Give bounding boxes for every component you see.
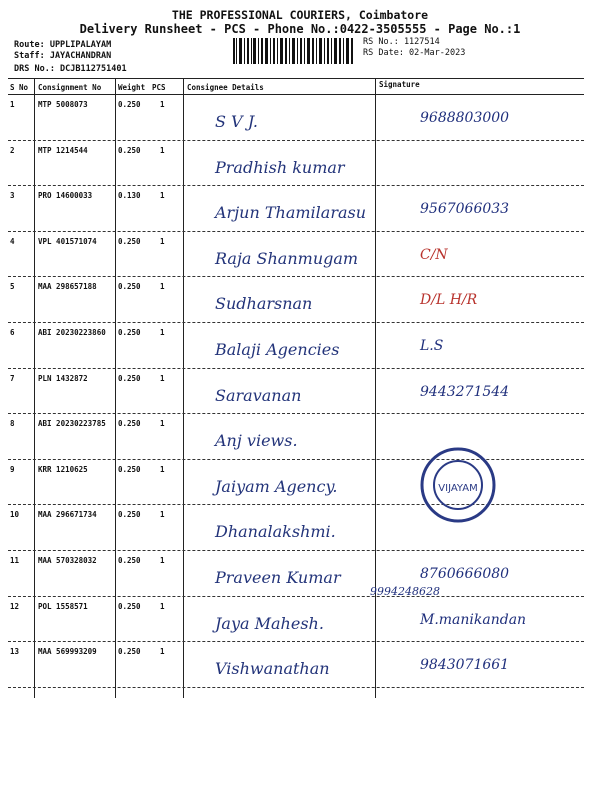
row-pcs: 1 (160, 601, 165, 611)
row-consignment-no: MTP 1214544 (38, 145, 88, 155)
row-consignee: Arjun Thamilarasu (215, 203, 367, 223)
row-signature: 9443271544 (420, 383, 510, 400)
row-pcs: 1 (160, 556, 165, 565)
row-separator (8, 550, 584, 551)
row-separator (8, 687, 584, 688)
row-sno: 11 (10, 556, 20, 565)
col-header-weight: Weight (118, 83, 146, 92)
row-consignment-no: MTP 5008073 (38, 100, 88, 109)
company-title: THE PROFESSIONAL COURIERS, Coimbatore (171, 8, 429, 22)
row-sno: 10 (10, 510, 20, 520)
row-weight: 0.250 (118, 601, 141, 611)
table-top-rule (8, 78, 584, 79)
row-consignment-no: MAA 569993209 (38, 647, 97, 657)
row-consignment-no: PLN 1432872 (38, 373, 88, 383)
row-consignment-no: PRO 14600033 (38, 191, 93, 201)
row-sno: 7 (10, 373, 15, 383)
row-consignment-no: KRR 1210625 (38, 464, 88, 474)
row-consignee: Raja Shanmugam (215, 248, 359, 268)
row-pcs: 1 (160, 510, 165, 520)
row-consignee: Vishwanathan (215, 659, 330, 679)
row-signature: 9843071661 (420, 657, 510, 674)
row-weight: 0.250 (118, 236, 141, 246)
row-signature: D/L H/R (420, 292, 478, 309)
row-consignee: Dhanalakshmi. (215, 522, 336, 542)
row-weight: 0.250 (118, 464, 141, 474)
row-signature: C/N (420, 246, 448, 263)
row-consignee: Anj views. (215, 431, 298, 451)
row-pcs: 1 (160, 328, 165, 337)
row-separator (8, 413, 584, 414)
staff-label: Staff: JAYACHANDRAN (14, 51, 112, 61)
stamp-text: VIJAYAM (438, 483, 478, 494)
row-consignment-no: VPL 401571074 (38, 236, 97, 246)
row-sno: 5 (10, 282, 15, 292)
row-pcs: 1 (160, 373, 165, 383)
row-weight: 0.250 (118, 647, 141, 657)
row-pcs: 1 (160, 464, 165, 474)
row-weight: 0.250 (118, 419, 141, 429)
rs-number: RS No.: 1127514 (363, 37, 440, 47)
row-signature: L.S (420, 338, 444, 354)
row-pcs: 1 (160, 647, 165, 657)
row-sno: 6 (10, 328, 15, 337)
row-separator (8, 368, 584, 369)
row-signature: 9688803000 (420, 110, 510, 126)
rs-date: RS Date: 02-Mar-2023 (363, 48, 466, 58)
col-header-signature: Signature (379, 80, 420, 89)
row-weight: 0.250 (118, 510, 141, 520)
row-consignment-no: ABI 20230223785 (38, 419, 106, 429)
row-consignee: Jaiyam Agency. (215, 476, 338, 496)
row-signature: 9567066033 (420, 201, 510, 218)
row-pcs: 1 (160, 419, 165, 429)
row-consignee: Saravanan (215, 385, 302, 405)
drs-number: DRS No.: DCJB112751401 (14, 64, 127, 74)
row-consignment-no: MAA 570328032 (38, 556, 97, 565)
header-rule (8, 94, 584, 95)
col-header-pcs: PCS (152, 83, 166, 92)
row-consignee: S V J. (215, 112, 258, 131)
praveen-phone-note: 9994248628 (370, 585, 440, 598)
row-sno: 2 (10, 145, 15, 155)
row-consignment-no: ABI 20230223860 (38, 328, 106, 337)
col-header-sno: S No (10, 83, 29, 92)
col-divider (115, 78, 116, 698)
row-separator (8, 140, 584, 141)
row-weight: 0.250 (118, 373, 141, 383)
row-signature: 8760666080 (420, 566, 510, 582)
col-divider (183, 78, 184, 698)
row-consignee: Jaya Mahesh. (215, 613, 324, 633)
row-consignment-no: MAA 296671734 (38, 510, 97, 520)
row-sno: 4 (10, 236, 15, 246)
row-weight: 0.250 (118, 328, 141, 337)
row-pcs: 1 (160, 100, 165, 109)
row-sno: 12 (10, 601, 20, 611)
row-sno: 8 (10, 419, 15, 429)
col-divider (375, 78, 376, 698)
col-header-consignment: Consignment No (38, 83, 102, 92)
barcode-image (233, 38, 353, 64)
row-separator (8, 322, 584, 323)
row-separator (8, 641, 584, 642)
row-pcs: 1 (160, 145, 165, 155)
row-consignment-no: MAA 298657188 (38, 282, 97, 292)
col-divider (34, 78, 35, 698)
row-consignee: Balaji Agencies (215, 340, 340, 359)
row-pcs: 1 (160, 236, 165, 246)
row-separator (8, 596, 584, 597)
row-pcs: 1 (160, 282, 165, 292)
row-weight: 0.130 (118, 191, 141, 201)
row-sno: 1 (10, 100, 15, 109)
row-signature: M.manikandan (420, 611, 527, 628)
row-sno: 13 (10, 647, 20, 657)
row-consignment-no: POL 1558571 (38, 601, 88, 611)
row-weight: 0.250 (118, 282, 141, 292)
row-separator (8, 185, 584, 186)
row-pcs: 1 (160, 191, 165, 201)
row-consignee: Praveen Kumar (215, 568, 341, 587)
row-weight: 0.250 (118, 145, 141, 155)
row-weight: 0.250 (118, 556, 141, 565)
row-sno: 9 (10, 464, 15, 474)
row-separator (8, 276, 584, 277)
vijayam-stamp (418, 445, 498, 525)
col-header-consignee: Consignee Details (187, 83, 264, 92)
row-separator (8, 231, 584, 232)
runsheet-subtitle: Delivery Runsheet - PCS - Phone No.:0422-3505555 - Page No.:1 (79, 22, 521, 36)
row-sno: 3 (10, 191, 15, 201)
route-label: Route: UPPLIPALAYAM (14, 40, 112, 50)
row-weight: 0.250 (118, 100, 141, 109)
row-consignee: Pradhish kumar (215, 157, 345, 177)
row-consignee: Sudharsnan (215, 294, 313, 314)
